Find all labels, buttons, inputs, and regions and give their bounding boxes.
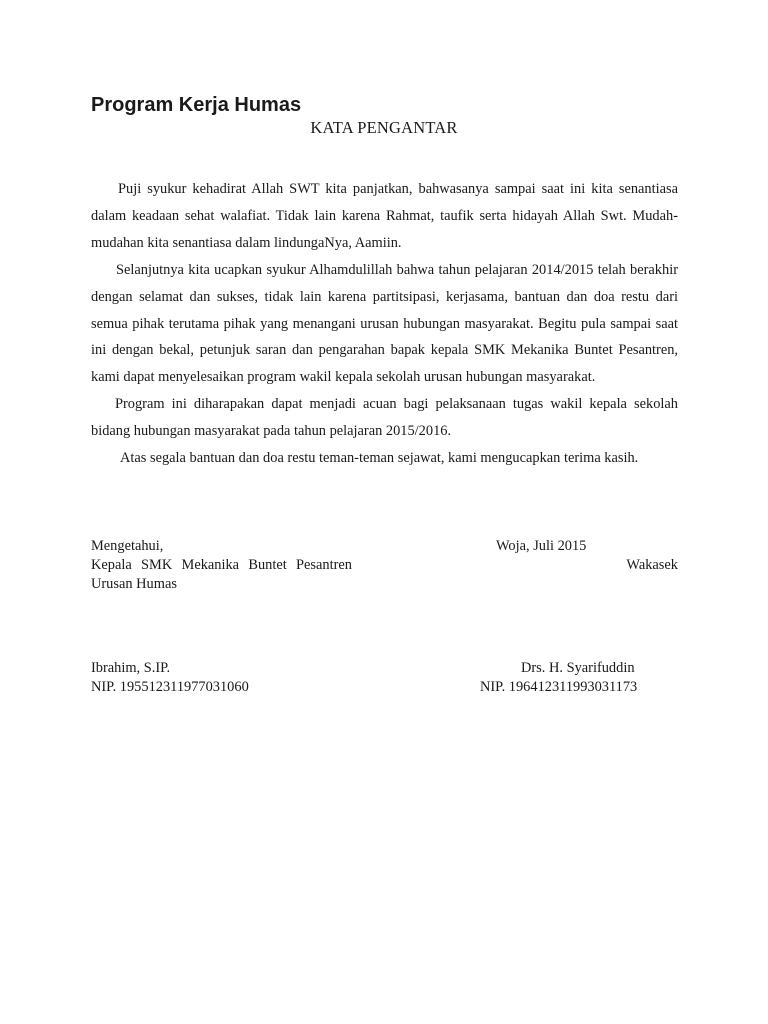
right-signatory-nip: NIP. 196412311993031173: [480, 679, 638, 695]
paragraph-2: Selanjutnya kita ucapkan syukur Alhamdulillah bahwa tahun pelajaran 2014/2015 telah berakhir dengan selamat dan sukses, tidak lain karena partitsipasi, kerjasama, bantuan dan doa restu dari semua pihak terutama pihak yang menangani urusan hubungan masyarakat. Begitu pula sampai saat ini dengan bekal, petunjuk saran dan pengarahan bapak kepala SMK Mekanika Buntet Pesantren, kami dapat menyelesaikan program wakil kepala sekolah urusan hubungan masyarakat.: [91, 261, 678, 386]
right-role-continued: Urusan Humas: [91, 576, 177, 592]
section-heading: KATA PENGANTAR: [310, 118, 458, 137]
right-signatory: [480, 659, 638, 697]
acknowledge-label: Mengetahui,: [91, 538, 164, 554]
place-date: Woja, Juli 2015: [496, 538, 587, 554]
left-signatory: [91, 659, 249, 697]
left-signature-heading: [91, 537, 391, 594]
left-position-line: Kepala SMK Mekanika Buntet Pesantren: [91, 557, 352, 573]
body-text: [91, 176, 678, 472]
left-signatory-nip: NIP. 195512311977031060: [91, 679, 249, 695]
left-signatory-name: Ibrahim, S.IP.: [91, 660, 171, 676]
document-title: Program Kerja Humas: [91, 94, 302, 116]
paragraph-1: Puji syukur kehadirat Allah SWT kita panjatkan, bahwasanya sampai saat ini kita senantiasa dalam keadaan sehat walafiat. Tidak lain karena Rahmat, taufik serta hidayah Allah Swt. Mudah-mudahan kita senantiasa dalam lindungaNya, Aamiin.: [91, 181, 678, 251]
paragraph-3: Program ini diharapakan dapat menjadi acuan bagi pelaksanaan tugas wakil kepala sekolah bidang hubungan masyarakat pada tahun pelajaran 2015/2016.: [91, 396, 678, 440]
right-signatory-name: Drs. H. Syarifuddin: [521, 660, 635, 676]
right-role: Wakasek: [626, 557, 678, 573]
paragraph-4: Atas segala bantuan dan doa restu teman-teman sejawat, kami mengucapkan terima kasih.: [120, 450, 639, 467]
